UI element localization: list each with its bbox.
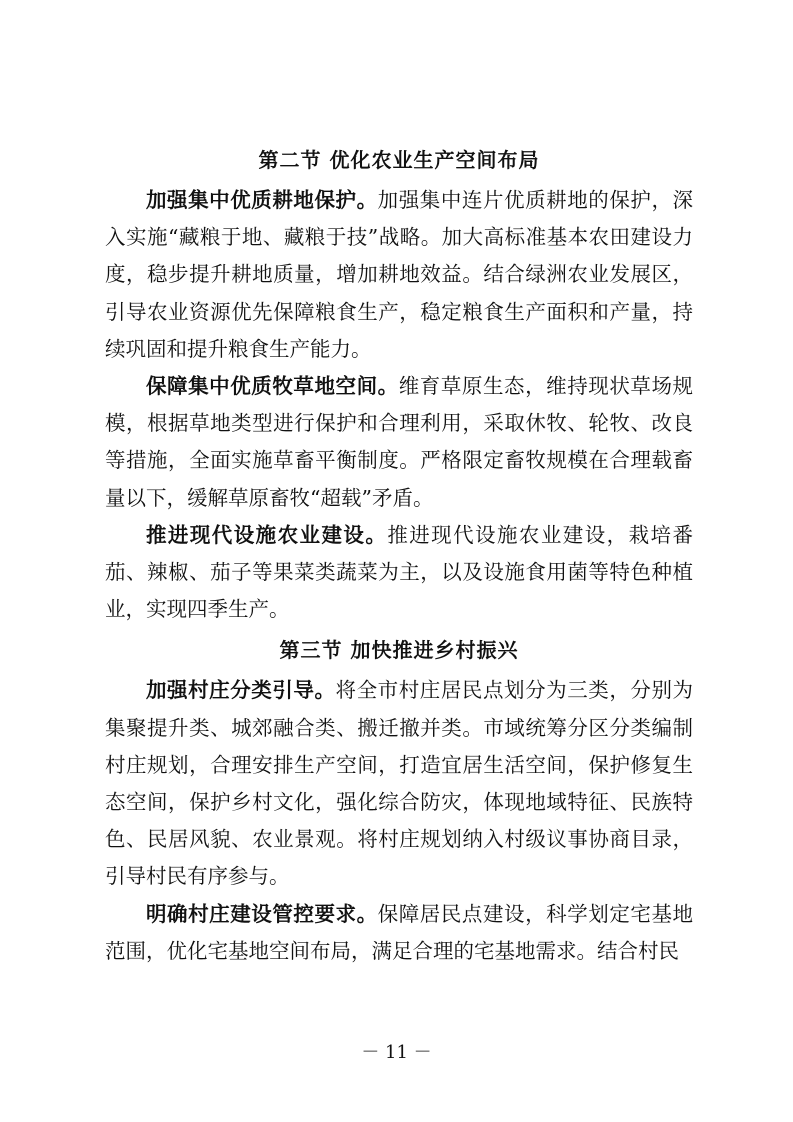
paragraph-lead: 保障集中优质牧草地空间。 xyxy=(146,374,399,399)
paragraph-village-construction xyxy=(105,896,693,970)
paragraph-lead: 加强村庄分类引导。 xyxy=(146,678,336,703)
document-body xyxy=(105,138,693,970)
paragraph-lead: 明确村庄建设管控要求。 xyxy=(146,901,378,926)
paragraph-village-classification xyxy=(105,672,693,895)
paragraph-text: 将全市村庄居民点划分为三类，分别为集聚提升类、城郊融合类、搬迁撤并类。市域统筹分区分类编制村庄规划，合理安排生产空间，打造宜居生活空间，保护修复生态空间，保护乡村文化，强化综合防灾，体现地域特征、民族特色、民居风貌、农业景观。将村庄规划纳入村级议事协商目录，引导村民有序参与。 xyxy=(105,678,694,889)
paragraph-grassland-space xyxy=(105,368,693,517)
paragraph-farmland-protection xyxy=(105,182,693,368)
page-number: － 11 － xyxy=(361,1042,432,1063)
paragraph-text: 推进现代设施农业建设，栽培番茄、辣椒、茄子等果菜类蔬菜为主，以及设施食用菌等特色种植业，实现四季生产。 xyxy=(105,522,693,622)
paragraph-lead: 加强集中优质耕地保护。 xyxy=(146,188,378,212)
paragraph-facility-agriculture xyxy=(105,517,693,629)
section-heading-3: 第三节 加快推进乡村振兴 xyxy=(279,638,519,663)
paragraph-text: 加强集中连片优质耕地的保护，深入实施“藏粮于地、藏粮于技”战略。加大高标准基本农田建设力度，稳步提升耕地质量，增加耕地效益。结合绿洲农业发展区，引导农业资源优先保障粮食生产，稳定粮食生产面积和产量，持续巩固和提升粮食生产能力。 xyxy=(105,188,694,361)
paragraph-lead: 推进现代设施农业建设。 xyxy=(146,522,388,547)
paragraph-text: 保障居民点建设，科学划定宅基地范围，优化宅基地空间布局，满足合理的宅基地需求。结合村民 xyxy=(105,901,694,963)
section-heading-2: 第二节 优化农业生产空间布局 xyxy=(258,148,540,172)
paragraph-text: 维育草原生态，维持现状草场规模，根据草地类型进行保护和合理利用，采取休牧、轮牧、改良等措施，全面实施草畜平衡制度。严格限定畜牧规模在合理载畜量以下，缓解草原畜牧“超载”矛盾。 xyxy=(105,374,694,510)
